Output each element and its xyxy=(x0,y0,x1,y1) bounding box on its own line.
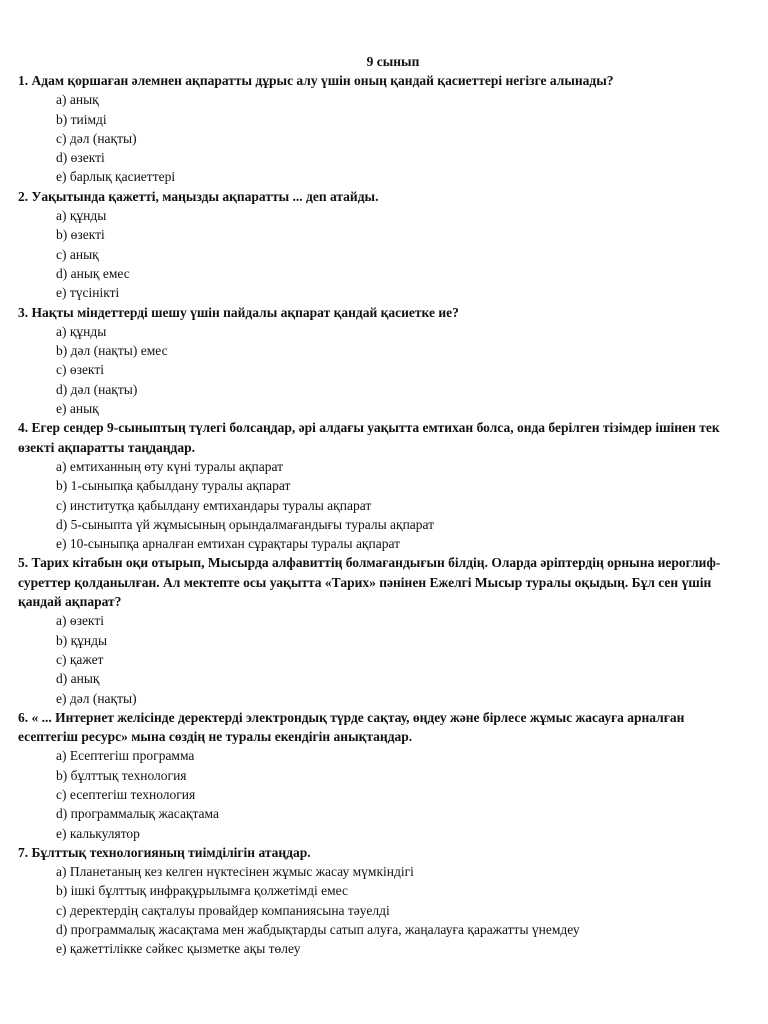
answer-option-d: d) программалық жасақтама мен жабдықтарды сатып алуға, жаңалауға қаражатты үнемдеу xyxy=(56,922,580,938)
answer-option-a: a) анық xyxy=(56,92,99,108)
question-1 xyxy=(18,71,728,187)
answer-option-c: c) өзекті xyxy=(56,362,104,378)
answer-option-b: b) дәл (нақты) емес xyxy=(56,343,168,359)
answer-option-a: a) емтиханның өту күні туралы ақпарат xyxy=(56,458,284,474)
answer-option-c: c) институтқа қабылдану емтихандары туралы ақпарат xyxy=(56,497,372,513)
answer-option-a: a) Есептегіш программа xyxy=(56,748,195,764)
answer-option-a: a) құнды xyxy=(56,323,107,339)
answer-option-a: a) Планетаның кез келген нүктесінен жұмыс жасау мүмкіндігі xyxy=(56,864,414,880)
question-text: 7. Бұлттық технологияның тиімділігін атаңдар. xyxy=(18,844,311,860)
answer-option-b: b) бұлттық технология xyxy=(56,767,187,783)
answer-option-d: d) анық емес xyxy=(56,265,130,281)
answer-option-b: b) құнды xyxy=(56,632,108,648)
answer-options xyxy=(18,322,728,418)
answer-option-d: d) дәл (нақты) xyxy=(56,381,138,397)
question-text: 1. Адам қоршаған әлемнен ақпаратты дұрыс алу үшін оның қандай қасиеттері негізге алынады? xyxy=(18,73,614,88)
answer-options xyxy=(18,457,728,553)
question-7 xyxy=(18,843,728,959)
answer-option-e: e) қажеттілікке сәйкес қызметке ақы төлеу xyxy=(56,941,301,957)
answer-option-d: d) 5-сыныпта үй жұмысының орындалмағандығы туралы ақпарат xyxy=(56,516,435,532)
answer-options xyxy=(18,746,728,842)
answer-options xyxy=(18,611,728,707)
answer-option-b: b) 1-сыныпқа қабылдану туралы ақпарат xyxy=(56,478,291,494)
answer-option-d: d) өзекті xyxy=(56,150,105,166)
question-text: 5. Тарих кітабын оқи отырып, Мысырда алфавиттің болмағандығын білдің. Оларда әріптердің орнына иероглиф-суреттер қолданылған. Ал мектепте осы уақытта «Тарих» пәнінен Ежелгі Мысыр туралы оқыдың. Бұл сен үшін қандай ақпарат? xyxy=(18,555,721,610)
question-4 xyxy=(18,418,728,553)
answer-option-c: c) есептегіш технология xyxy=(56,786,196,802)
answer-option-e: e) барлық қасиеттері xyxy=(56,169,176,185)
question-2 xyxy=(18,187,728,303)
answer-option-c: c) деректердің сақталуы провайдер компаниясына тәуелді xyxy=(56,902,390,918)
question-text: 4. Егер сендер 9-сыныптың түлегі болсаңдар, әрі алдағы уақытта емтихан болса, онда берілген тізімдер ішінен тек өзекті ақпаратты таңдаңдар. xyxy=(18,420,720,455)
answer-option-b: b) тиімді xyxy=(56,111,107,127)
answer-options xyxy=(18,90,728,186)
question-text: 6. « ... Интернет желісінде деректерді электрондық түрде сақтау, өңдеу және бірлесе жұмыс жасауға арналған есептегіш ресурс» мына сөздің не туралы екендігін анықтаңдар. xyxy=(18,709,685,745)
question-text: 2. Уақытында қажетті, маңызды ақпаратты ... деп атайды. xyxy=(18,188,379,204)
question-3 xyxy=(18,303,728,419)
page-title: 9 сынып xyxy=(366,54,420,69)
answer-option-d: d) программалық жасақтама xyxy=(56,806,219,822)
answer-option-b: b) ішкі бұлттық инфрақұрылымға қолжетімді емес xyxy=(56,883,348,899)
answer-options xyxy=(18,862,728,958)
question-6 xyxy=(18,708,728,843)
answer-option-e: e) анық xyxy=(56,401,99,417)
question-text: 3. Нақты міндеттерді шешу үшін пайдалы ақпарат қандай қасиетке ие? xyxy=(18,304,459,320)
answer-option-c: c) дәл (нақты) xyxy=(56,130,137,146)
answer-option-c: c) қажет xyxy=(56,651,104,667)
answer-option-c: c) анық xyxy=(56,246,99,262)
answer-option-a: a) өзекті xyxy=(56,613,104,629)
answer-options xyxy=(18,206,728,302)
answer-option-a: a) құнды xyxy=(56,208,107,224)
answer-option-d: d) анық xyxy=(56,671,100,687)
answer-option-e: e) калькулятор xyxy=(56,825,140,841)
answer-option-e: e) дәл (нақты) xyxy=(56,690,137,706)
question-5 xyxy=(18,553,728,707)
answer-option-e: e) түсінікті xyxy=(56,285,120,301)
answer-option-e: e) 10-сыныпқа арналған емтихан сұрақтары туралы ақпарат xyxy=(56,536,400,552)
answer-option-b: b) өзекті xyxy=(56,227,105,243)
